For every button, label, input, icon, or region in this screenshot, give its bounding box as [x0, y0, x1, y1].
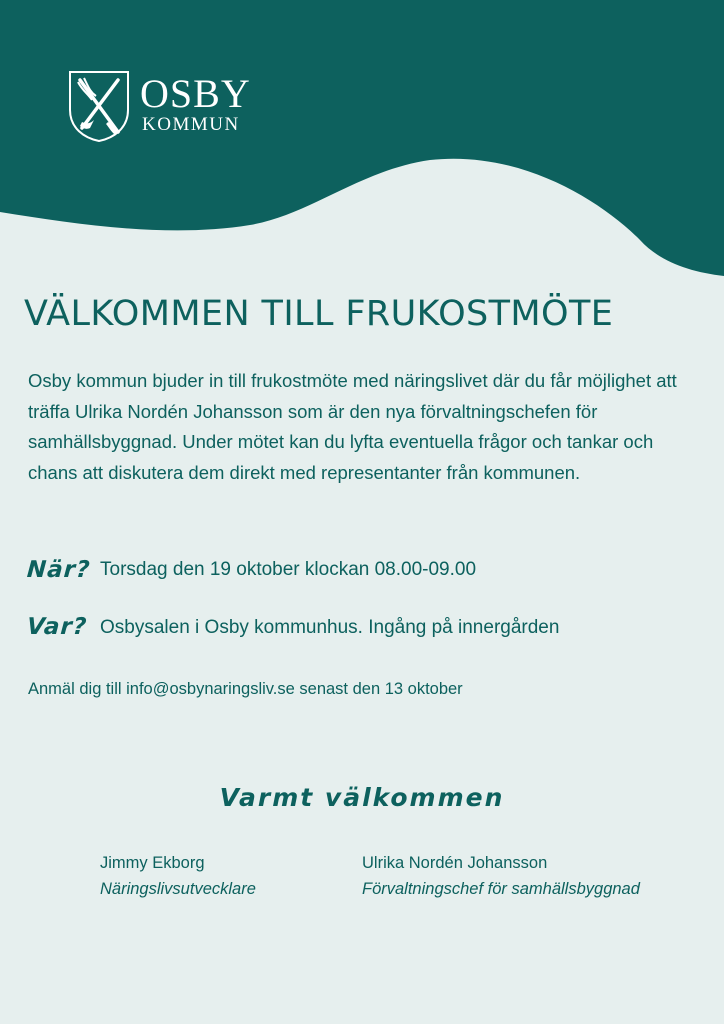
intro-paragraph: Osby kommun bjuder in till frukostmöte med näringslivet där du får möjlighet att träffa Ulrika Nordén Johansson som är den nya förvaltningschefen för samhällsbyggnad. Under mötet kan du lyfta eventuella frågor och tankar och chans att diskutera dem direkt med representanter från kommunen. — [28, 370, 677, 483]
signature-role: Näringslivsutvecklare — [100, 880, 256, 898]
when-label: När? — [26, 557, 92, 583]
osby-kommun-logo — [68, 70, 268, 146]
welcome-heading: Varmt välkommen — [219, 783, 505, 812]
signature-ulrika-norden-johansson — [362, 850, 640, 902]
signature-name: Jimmy Ekborg — [100, 854, 205, 872]
signature-name: Ulrika Nordén Johansson — [362, 854, 548, 872]
page-title: VÄLKOMMEN TILL FRUKOSTMÖTE — [24, 294, 614, 334]
logo-name: OSBY — [140, 71, 251, 116]
signature-role: Förvaltningschef för samhällsbyggnad — [362, 880, 640, 898]
when-text: Torsdag den 19 oktober klockan 08.00-09.00 — [100, 559, 477, 580]
where-label: Var? — [26, 614, 89, 640]
signature-jimmy-ekborg — [100, 850, 256, 902]
where-text: Osbysalen i Osby kommunhus. Ingång på innergården — [100, 617, 560, 638]
signup-text: Anmäl dig till info@osbynaringsliv.se senast den 13 oktober — [28, 680, 463, 698]
logo-subtitle: KOMMUN — [142, 114, 240, 135]
coat-of-arms-icon — [68, 70, 130, 142]
